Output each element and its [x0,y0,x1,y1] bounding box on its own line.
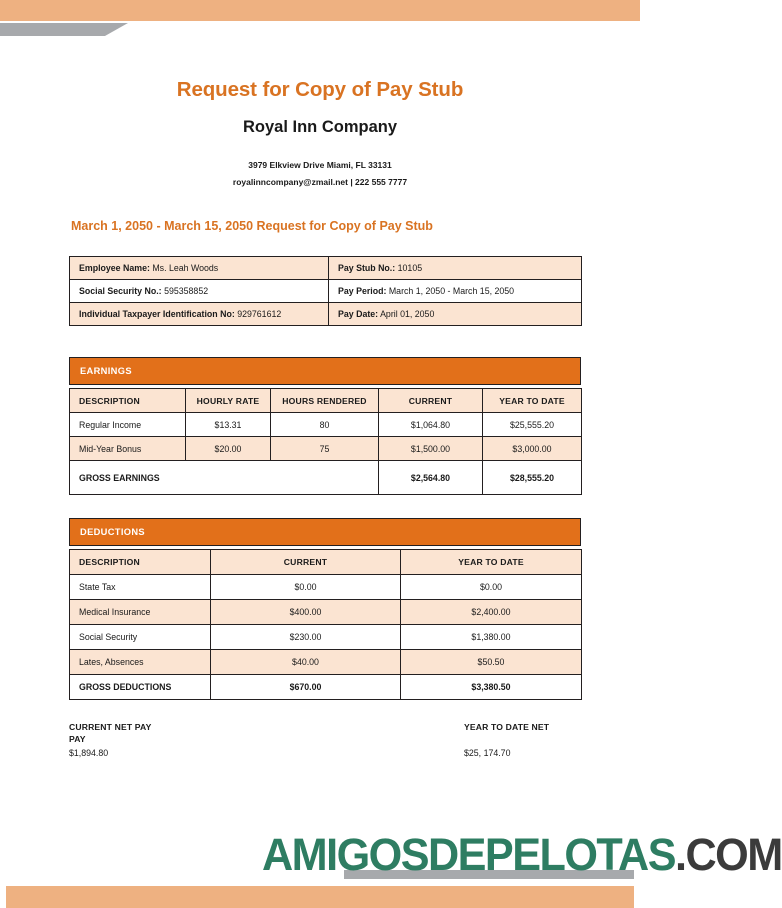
earnings-cell-current: $1,500.00 [379,437,483,461]
earnings-header-hourly-rate: HOURLY RATE [186,389,271,413]
bottom-decorative-peach-bar [6,886,634,908]
employee-info-table [69,256,582,326]
info-cell-pay-date [329,303,582,326]
top-decorative-peach-bar [0,0,640,21]
earnings-cell-description: Mid-Year Bonus [70,437,186,461]
table-row [70,303,582,326]
earnings-header-hours-rendered: HOURS RENDERED [271,389,379,413]
table-row [70,437,582,461]
pay-period-heading: March 1, 2050 - March 15, 2050 Request for Copy of Pay Stub [71,219,433,233]
deductions-cell-year-to-date: $1,380.00 [401,625,582,650]
info-cell-pay-stub-no [329,257,582,280]
earnings-header-description: DESCRIPTION [70,389,186,413]
table-row [70,600,582,625]
earnings-cell-description: Regular Income [70,413,186,437]
current-net-pay-label-line1: CURRENT NET PAY [69,722,152,732]
deductions-cell-description: State Tax [70,575,211,600]
ytd-net-pay-label: YEAR TO DATE NET [464,722,550,732]
deductions-cell-description: Lates, Absences [70,650,211,675]
info-value: Ms. Leah Woods [152,263,219,273]
table-row [70,257,582,280]
deductions-cell-description: Medical Insurance [70,600,211,625]
deductions-cell-current: $230.00 [211,625,401,650]
info-value: April 01, 2050 [380,309,435,319]
ytd-net-pay-amount: $25, 174.70 [464,747,511,758]
watermark-name: AMIGOSDEPELOTAS [262,829,675,880]
earnings-cell-hours-rendered: 80 [271,413,379,437]
earnings-cell-hourly-rate: $13.31 [186,413,271,437]
table-header-row [70,389,582,413]
deductions-total-current: $670.00 [211,675,401,700]
deductions-cell-description: Social Security [70,625,211,650]
info-value: 10105 [397,263,423,273]
earnings-section-header: EARNINGS [69,357,581,385]
info-value: March 1, 2050 - March 15, 2050 [388,286,515,296]
info-value: 929761612 [237,309,282,319]
deductions-header-description: DESCRIPTION [70,550,211,575]
deductions-cell-year-to-date: $2,400.00 [401,600,582,625]
info-value: 595358852 [164,286,209,296]
deductions-section-header: DEDUCTIONS [69,518,581,546]
current-net-pay-amount: $1,894.80 [69,748,109,758]
deductions-cell-current: $400.00 [211,600,401,625]
earnings-cell-current: $1,064.80 [379,413,483,437]
table-row [70,575,582,600]
current-net-pay-group [69,722,369,758]
table-row [70,413,582,437]
company-name: Royal Inn Company [242,118,398,136]
deductions-cell-year-to-date: $0.00 [401,575,582,600]
info-label: Pay Stub No.: [338,263,396,273]
deductions-total-year-to-date: $3,380.50 [401,675,582,700]
deductions-table [69,549,582,700]
page-title: Request for Copy of Pay Stub [176,78,464,101]
deductions-header-year-to-date: YEAR TO DATE [401,550,582,575]
earnings-total-label: GROSS EARNINGS [70,461,379,495]
earnings-cell-year-to-date: $3,000.00 [483,437,582,461]
table-row [70,625,582,650]
earnings-header-current: CURRENT [379,389,483,413]
ytd-net-pay-group [464,722,624,758]
company-contact: royalinncompany@zmail.net | 222 555 7777 [232,177,408,187]
deductions-header-current: CURRENT [211,550,401,575]
info-label: Employee Name: [79,263,150,273]
info-cell-social-security-no [70,280,329,303]
info-label: Individual Taxpayer Identification No: [79,309,235,319]
company-address: 3979 Elkview Drive Miami, FL 33131 [248,160,392,170]
earnings-table [69,388,582,495]
watermark-logo [262,829,782,884]
earnings-total-current: $2,564.80 [379,461,483,495]
earnings-cell-hourly-rate: $20.00 [186,437,271,461]
earnings-total-year-to-date: $28,555.20 [483,461,582,495]
deductions-cell-current: $0.00 [211,575,401,600]
watermark-text [262,829,782,880]
table-row [70,650,582,675]
watermark-tld: .COM [674,829,782,880]
earnings-header-year-to-date: YEAR TO DATE [483,389,582,413]
info-cell-taxpayer-id-no [70,303,329,326]
deductions-cell-current: $40.00 [211,650,401,675]
current-net-pay-label-line2: PAY [69,733,86,744]
table-row [70,280,582,303]
info-label: Pay Date: [338,309,379,319]
net-pay-summary [69,722,581,772]
deductions-total-row [70,675,582,700]
deductions-cell-year-to-date: $50.50 [401,650,582,675]
info-cell-pay-period [329,280,582,303]
earnings-cell-hours-rendered: 75 [271,437,379,461]
earnings-cell-year-to-date: $25,555.20 [483,413,582,437]
info-cell-employee-name [70,257,329,280]
info-label: Social Security No.: [79,286,162,296]
info-label: Pay Period: [338,286,387,296]
deductions-total-label: GROSS DEDUCTIONS [70,675,211,700]
earnings-total-row [70,461,582,495]
table-header-row [70,550,582,575]
